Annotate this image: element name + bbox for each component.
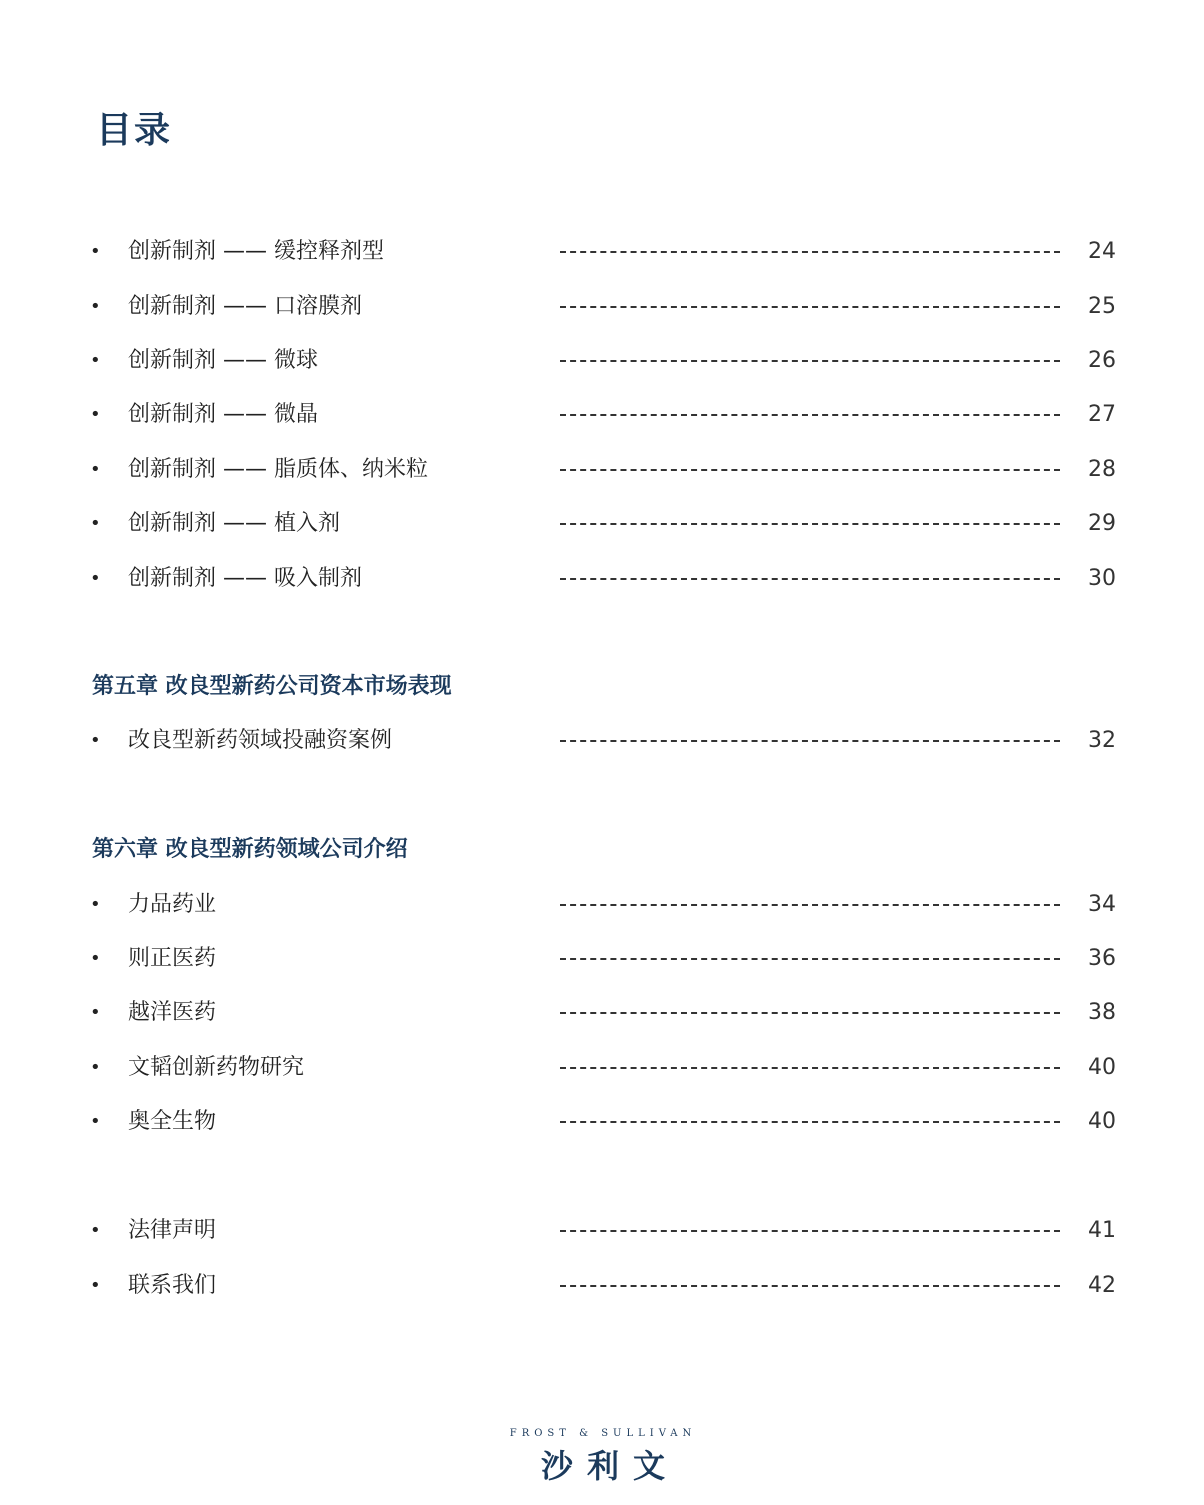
toc-entry-page: 40 [1088,1055,1116,1080]
bullet: • [90,1111,101,1132]
toc-entry-label: 创新制剂 —— 缓控释剂型 [128,239,384,264]
toc-entry-page: 38 [1088,1000,1116,1025]
toc-entry[interactable] [0,341,1204,381]
toc-entry-label: 创新制剂 —— 微晶 [128,402,318,427]
toc-entry-page: 27 [1088,402,1116,427]
bullet: • [90,568,101,589]
toc-entry-page: 40 [1088,1109,1116,1134]
toc-entry[interactable] [0,721,1204,761]
toc-entry-label: 联系我们 [128,1273,217,1298]
toc-entry-page: 42 [1088,1273,1116,1298]
dotted-leader [560,578,1060,580]
toc-entry-label: 越洋医药 [128,1000,217,1025]
bullet: • [90,1057,101,1078]
toc-entry[interactable] [0,450,1204,490]
toc-entry-page: 25 [1088,294,1116,319]
toc-entry-label: 创新制剂 —— 植入剂 [128,511,340,536]
toc-entry[interactable] [0,1211,1204,1251]
toc-entry[interactable] [0,1102,1204,1142]
toc-entry[interactable] [0,993,1204,1033]
toc-entry-label: 创新制剂 —— 脂质体、纳米粒 [128,457,428,482]
toc-entry[interactable] [0,232,1204,272]
bullet: • [90,241,101,262]
chapter-heading[interactable]: 第五章 改良型新药公司资本市场表现 [92,674,452,699]
dotted-leader [560,1067,1060,1069]
bullet: • [90,404,101,425]
dotted-leader [560,523,1060,525]
dotted-leader [560,251,1060,253]
dotted-leader [560,1230,1060,1232]
toc-entry-page: 29 [1088,511,1116,536]
dotted-leader [560,1121,1060,1123]
toc-entry-page: 36 [1088,946,1116,971]
bullet: • [90,350,101,371]
dotted-leader [560,469,1060,471]
toc-entry[interactable] [0,885,1204,925]
bullet: • [90,459,101,480]
bullet: • [90,948,101,969]
bullet: • [90,296,101,317]
dotted-leader [560,414,1060,416]
toc-entry-label: 文韬创新药物研究 [128,1055,305,1080]
toc-entry-page: 41 [1088,1218,1116,1243]
toc-entry[interactable] [0,1266,1204,1306]
logo-chinese: 沙利文 [540,1447,679,1485]
toc-entry-label: 法律声明 [128,1218,217,1243]
frost-sullivan-logo [508,1428,698,1487]
toc-entry-page: 34 [1088,892,1116,917]
dotted-leader [560,740,1060,742]
logo-english: FROST & SULLIVAN [509,1428,697,1439]
toc-entry-page: 32 [1088,728,1116,753]
toc-entry[interactable] [0,395,1204,435]
toc-entry-page: 28 [1088,457,1116,482]
bullet: • [90,894,101,915]
dotted-leader [560,904,1060,906]
page-title: 目录 [96,110,173,151]
toc-entry-label: 创新制剂 —— 吸入制剂 [128,566,362,591]
dotted-leader [560,1285,1060,1287]
toc-entry-label: 力品药业 [128,892,217,917]
toc-entry[interactable] [0,1048,1204,1088]
dotted-leader [560,958,1060,960]
toc-entry-label: 则正医药 [128,946,217,971]
dotted-leader [560,1012,1060,1014]
toc-entry[interactable] [0,504,1204,544]
toc-entry-label: 创新制剂 —— 微球 [128,348,318,373]
toc-entry-page: 26 [1088,348,1116,373]
toc-entry-label: 奥全生物 [128,1109,217,1134]
bullet: • [90,1002,101,1023]
toc-entry-label: 改良型新药领域投融资案例 [128,728,393,753]
chapter-heading[interactable]: 第六章 改良型新药领域公司介绍 [92,837,408,862]
bullet: • [90,1275,101,1296]
toc-entry[interactable] [0,939,1204,979]
toc-entry-page: 24 [1088,239,1116,264]
dotted-leader [560,360,1060,362]
bullet: • [90,1220,101,1241]
dotted-leader [560,306,1060,308]
toc-entry[interactable] [0,287,1204,327]
toc-entry-page: 30 [1088,566,1116,591]
bullet: • [90,730,101,751]
bullet: • [90,513,101,534]
toc-entry-label: 创新制剂 —— 口溶膜剂 [128,294,362,319]
toc-entry[interactable] [0,559,1204,599]
